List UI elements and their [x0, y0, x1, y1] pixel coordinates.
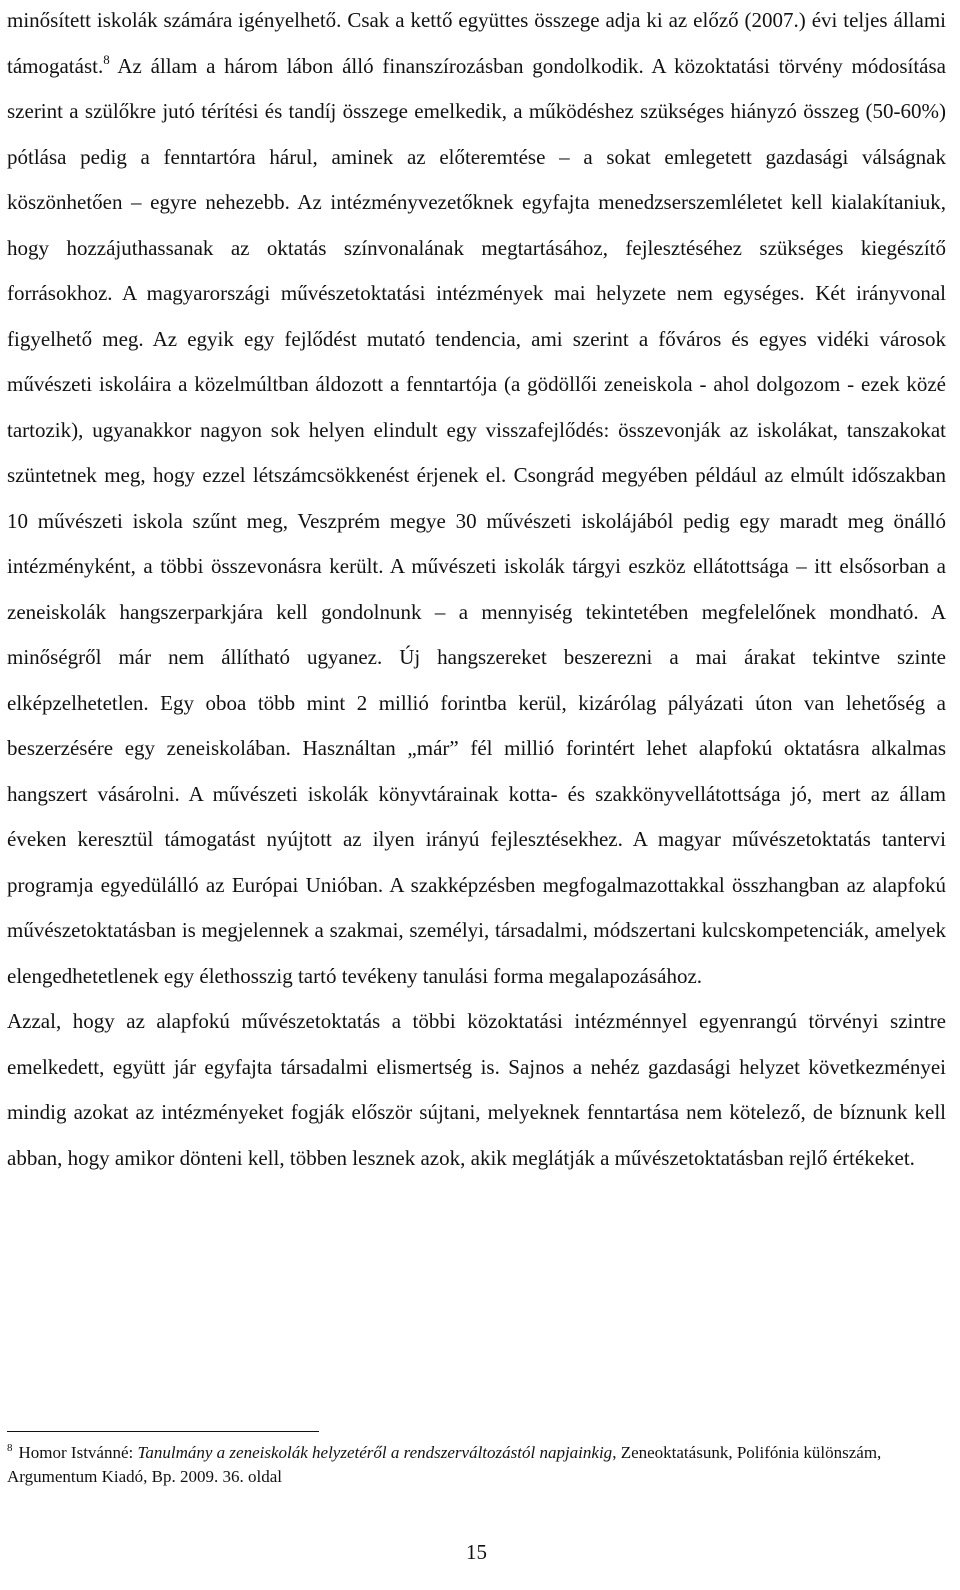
footnote-marker: 8: [7, 1442, 13, 1454]
footnote-author: Homor Istvánné:: [18, 1443, 138, 1462]
footnote-rest: , Zeneoktatásunk, Polifónia különszám, Argumentum Kiadó, Bp. 2009. 36. oldal: [7, 1443, 882, 1486]
paragraph-2: Azzal, hogy az alapfokú művészetoktatás a többi közoktatási intézménnyel egyenrangú törvényi szintre emelkedett, együtt jár egyfajta társadalmi elismertség is. Sajnos a nehéz gazdasági helyzet következményei mindig azokat az intézményeket fogják először sújtani, melyeknek fenntartása nem kötelező, de bíznunk kell abban, hogy amikor dönteni kell, többen lesznek azok, akik meglátják a művészetoktatásban rejlő értékeket.: [7, 1009, 946, 1170]
body-text: [7, 0, 946, 1181]
paragraph-1-start: minősített iskolák számára igényelhető. Csak a kettő együttes összege adja ki az előző (2007.) évi teljes állami támogatást.: [7, 8, 946, 78]
page-number: 15: [466, 1540, 487, 1564]
footnote-divider: [7, 1431, 319, 1432]
footnote-title: Tanulmány a zeneiskolák helyzetéről a rendszerváltozástól napjainkig: [137, 1443, 613, 1462]
footnote-reference: 8: [103, 51, 110, 67]
footnote: [7, 1441, 946, 1489]
paragraph-1-rest: Az állam a három lábon álló finanszírozásban gondolkodik. A közoktatási törvény módosítása szerint a szülőkre jutó térítési és tandíj összege emelkedik, a működéshez szükséges hiányzó összeg (50-60%) pótlása pedig a fenntartóra hárul, aminek az előteremtése – a sokat emlegetett gazdasági válságnak köszönhetően – egyre nehezebb. Az intézményvezetőknek egyfajta menedzserszemléletet kell kialakítaniuk, hogy hozzájuthassanak az oktatás színvonalának megtartásához, fejlesztéséhez szükséges kiegészítő forrásokhoz. A magyarországi művészetoktatási intézmények mai helyzete nem egységes. Két irányvonal figyelhető meg. Az egyik egy fejlődést mutató tendencia, ami szerint a főváros és egyes vidéki városok művészeti iskoláira a közelmúltban áldozott a fenntartója (a gödöllői zeneiskola - ahol dolgozom - ezek közé tartozik), ugyanakkor nagyon sok helyen elindult egy visszafejlődés: összevonják az iskolákat, tanszakokat szüntetnek meg, hogy ezzel létszámcsökkenést érjenek el. Csongrád megyében például az elmúlt időszakban 10 művészeti iskola szűnt meg, Veszprém megye 30 művészeti iskolájából pedig egy maradt meg önálló intézményként, a többi összevonásra került. A művészeti iskolák tárgyi eszköz ellátottsága – itt elsősorban a zeneiskolák hangszerparkjára kell gondolnunk – a mennyiség tekintetében megfelelőnek mondható. A minőségről már nem állítható ugyanez. Új hangszereket beszerezni a mai árakat tekintve szinte elképzelhetetlen. Egy oboa több mint 2 millió forintba kerül, kizárólag pályázati úton van lehetőség a beszerzésére egy zeneiskolában. Használtan „már” fél millió forintért lehet alapfokú oktatásra alkalmas hangszert vásárolni. A művészeti iskolák könyvtárainak kotta- és szakkönyvellátottsága jó, mert az állam éveken keresztül támogatást nyújtott az ilyen irányú fejlesztésekhez. A magyar művészetoktatás tantervi programja egyedülálló az Európai Unióban. A szakképzésben megfogalmazottakkal összhangban az alapfokú művészetoktatásban is megjelennek a szakmai, személyi, társadalmi, módszertani kulcskompetenciák, amelyek elengedhetetlenek egy élethosszig tartó tevékeny tanulási forma megalapozásához.: [7, 53, 946, 988]
paragraph-1: [7, 0, 946, 999]
